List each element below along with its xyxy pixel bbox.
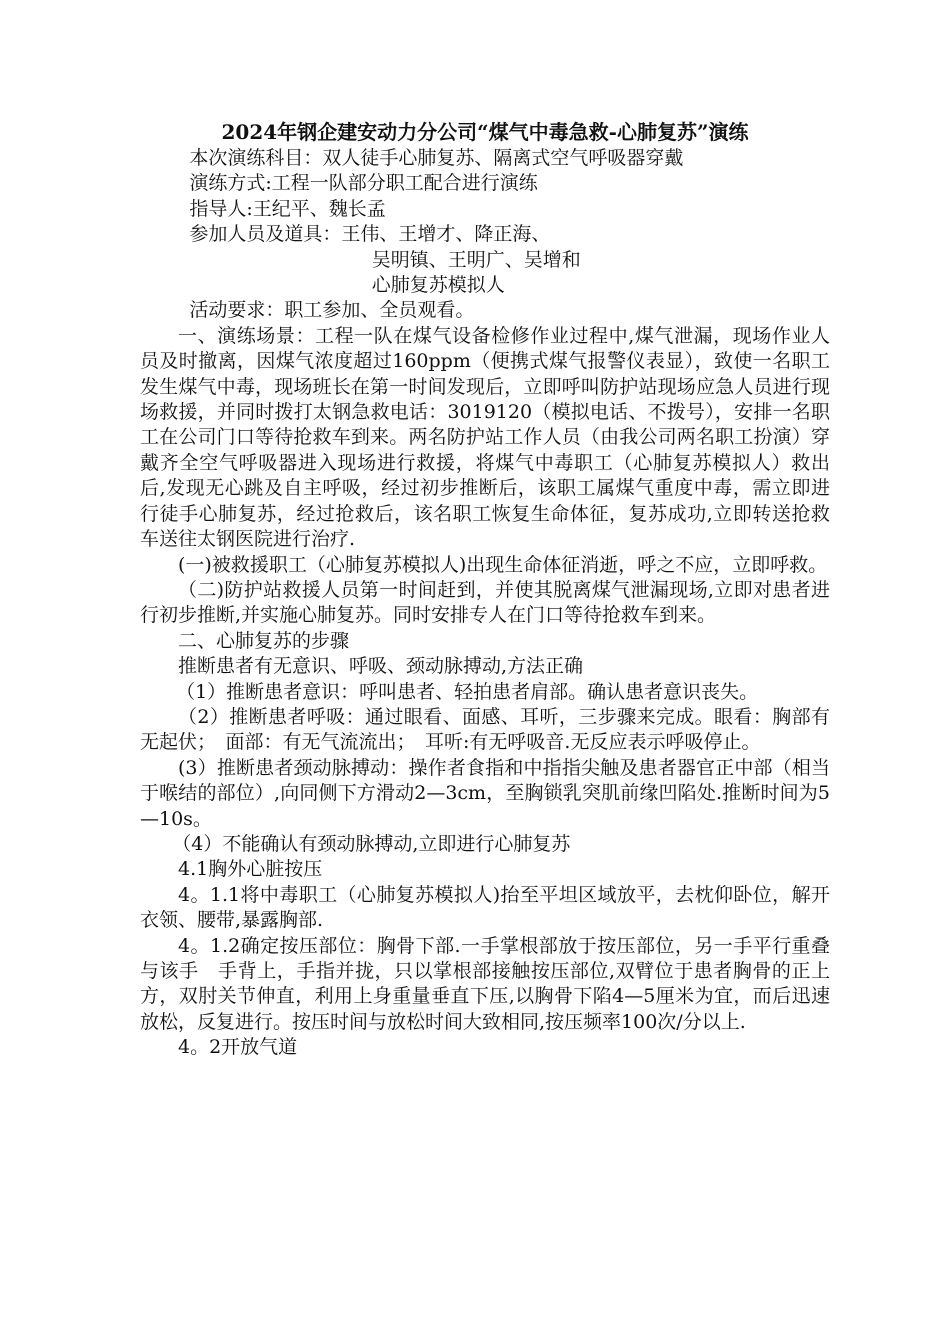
paragraph-start-cpr: （4）不能确认有颈动脉搏动,立即进行心肺复苏: [172, 832, 571, 855]
paragraph-scenario: 一、演练场景：工程一队在煤气设备检修作业过程中,煤气泄漏，现场作业人员及时撤离，因煤气浓度超过160ppm（便携式煤气报警仪表显），致使一名职工发生煤气中毒，现场班长在第一时间发现后，立即呼叫防护站现场应急人员进行现场救援，并同时拨打太钢急救电话：3019120（模拟电话、不拨号），安排一名职工在公司门口等待抢救车到来。两名防护站工作人员（由我公司两名职工扮演）穿戴齐全空气呼吸器进入现场进行救援，将煤气中毒职工（心肺复苏模拟人）救出后,发现无心跳及自主呼吸，经过初步推断后，该职工属煤气重度中毒，需立即进行徒手心肺复苏，经过抢救后，该名职工恢复生命体征，复苏成功,立即转送抢救车送往太钢医院进行治疗.: [140, 324, 830, 551]
heading-open-airway: 4。2开放气道: [178, 1036, 298, 1059]
document-title: 2024年钢企建安动力分公司“煤气中毒急救-心肺复苏”演练: [221, 120, 749, 144]
heading-chest-compression: 4.1胸外心脏按压: [178, 858, 323, 881]
heading-cpr-steps: 二、心肺复苏的步骤: [178, 629, 350, 652]
paragraph-consciousness: （1）推断患者意识：呼叫患者、轻拍患者肩部。确认患者意识丧失。: [176, 680, 759, 703]
paragraph-breathing: （2）推断患者呼吸：通过眼看、面感、耳听，三步骤来完成。眼看：胸部有无起伏； 面部：有无气流流出； 耳听:有无呼吸音.无反应表示呼吸停止。: [140, 705, 830, 754]
paragraph-step-1: (一)被救援职工（心肺复苏模拟人)出现生命体征消逝，呼之不应，立即呼救。: [178, 553, 828, 576]
drill-participants-line-1: 参加人员及道具：王伟、王增才、降正海、: [189, 223, 551, 246]
drill-participants-line-3: 心肺复苏模拟人: [371, 274, 505, 297]
drill-requirement: 活动要求：职工参加、全员观看。: [189, 299, 475, 322]
drill-instructor: 指导人:王纪平、魏长孟: [189, 197, 386, 220]
drill-method: 演练方式:工程一队部分职工配合进行演练: [189, 172, 538, 195]
paragraph-pulse: (3）推断患者颈动脉搏动：操作者食指和中指指尖触及患者器官正中部（相当于喉结的部位）,向同侧下方滑动2—3cm，至胸锁乳突肌前缘凹陷处.推断时间为5—10s。: [140, 756, 830, 830]
paragraph-assessment: 推断患者有无意识、呼吸、颈动脉搏动,方法正确: [178, 655, 584, 678]
paragraph-compression-site: 4。1.2确定按压部位：胸骨下部.一手掌根部放于按压部位，另一手平行重叠与该手 手背上，手指并拢，只以掌根部接触按压部位,双臂位于患者胸骨的正上方，双肘关节伸直，利用上身重量垂直下压,以胸骨下陷4—5厘米为宜，而后迅速放松，反复进行。按压时间与放松时间大致相同,按压频率100次/分以上.: [140, 934, 830, 1033]
drill-participants-line-2: 吴明镇、王明广、吴增和: [371, 248, 581, 271]
document-body: [140, 118, 830, 1061]
paragraph-positioning: 4。1.1将中毒职工（心肺复苏模拟人)抬至平坦区域放平，去枕仰卧位，解开衣领、腰带,暴露胸部.: [140, 883, 830, 932]
drill-subject: 本次演练科目：双人徒手心肺复苏、隔离式空气呼吸器穿戴: [189, 147, 684, 169]
paragraph-step-2: （二)防护站救援人员第一时间赶到，并使其脱离煤气泄漏现场,立即对患者进行初步推断,并实施心肺复苏。同时安排专人在门口等待抢救车到来。: [140, 578, 830, 627]
